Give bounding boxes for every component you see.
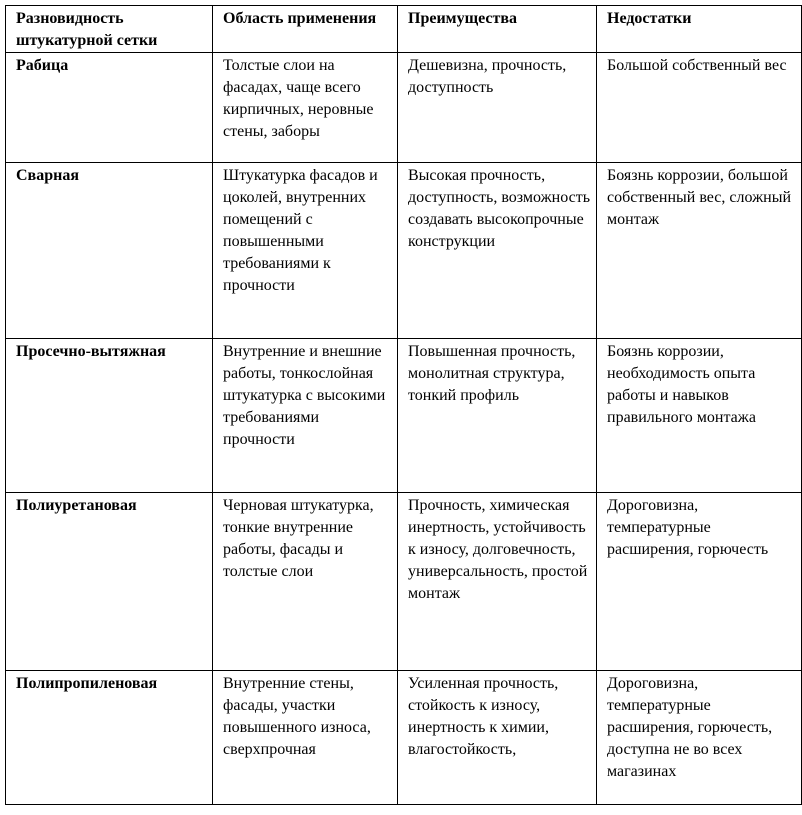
table-row bbox=[6, 493, 802, 671]
cell-application: Толстые слои на фасадах, чаще всего кирпичных, неровные стены, заборы bbox=[213, 53, 398, 163]
cell-type: Полипропиленовая bbox=[6, 671, 213, 805]
table-row bbox=[6, 163, 802, 339]
table-row bbox=[6, 53, 802, 163]
cell-application: Внутренние стены, фасады, участки повышенного износа, сверхпрочная bbox=[213, 671, 398, 805]
cell-advantages: Дешевизна, прочность, доступность bbox=[398, 53, 597, 163]
cell-disadvantages: Боязнь коррозии, большой собственный вес, сложный монтаж bbox=[597, 163, 802, 339]
cell-type: Рабица bbox=[6, 53, 213, 163]
cell-application: Внутренние и внешние работы, тонкослойная штукатурка с высокими требованиями прочности bbox=[213, 339, 398, 493]
cell-disadvantages: Дороговизна, температурные расширения, горючесть bbox=[597, 493, 802, 671]
cell-disadvantages: Боязнь коррозии, необходимость опыта работы и навыков правильного монтажа bbox=[597, 339, 802, 493]
table-header-row bbox=[6, 6, 802, 53]
cell-disadvantages: Большой собственный вес bbox=[597, 53, 802, 163]
cell-application: Штукатурка фасадов и цоколей, внутренних помещений с повышенными требованиями к прочности bbox=[213, 163, 398, 339]
cell-advantages: Усиленная прочность, стойкость к износу, инертность к химии, влагостойкость, bbox=[398, 671, 597, 805]
table-row bbox=[6, 339, 802, 493]
cell-application: Черновая штукатурка, тонкие внутренние работы, фасады и толстые слои bbox=[213, 493, 398, 671]
table-row bbox=[6, 671, 802, 805]
cell-type: Просечно-вытяжная bbox=[6, 339, 213, 493]
comparison-table bbox=[5, 5, 802, 805]
cell-type: Сварная bbox=[6, 163, 213, 339]
header-disadvantages: Недостатки bbox=[597, 6, 802, 53]
cell-advantages: Высокая прочность, доступность, возможность создавать высокопрочные конструкции bbox=[398, 163, 597, 339]
cell-disadvantages: Дороговизна, температурные расширения, горючесть, доступна не во всех магазинах bbox=[597, 671, 802, 805]
header-advantages: Преимущества bbox=[398, 6, 597, 53]
cell-advantages: Прочность, химическая инертность, устойчивость к износу, долговечность, универсальность, простой монтаж bbox=[398, 493, 597, 671]
cell-advantages: Повышенная прочность, монолитная структура, тонкий профиль bbox=[398, 339, 597, 493]
cell-type: Полиуретановая bbox=[6, 493, 213, 671]
header-application: Область применения bbox=[213, 6, 398, 53]
header-type: Разновидность штукатурной сетки bbox=[6, 6, 213, 53]
